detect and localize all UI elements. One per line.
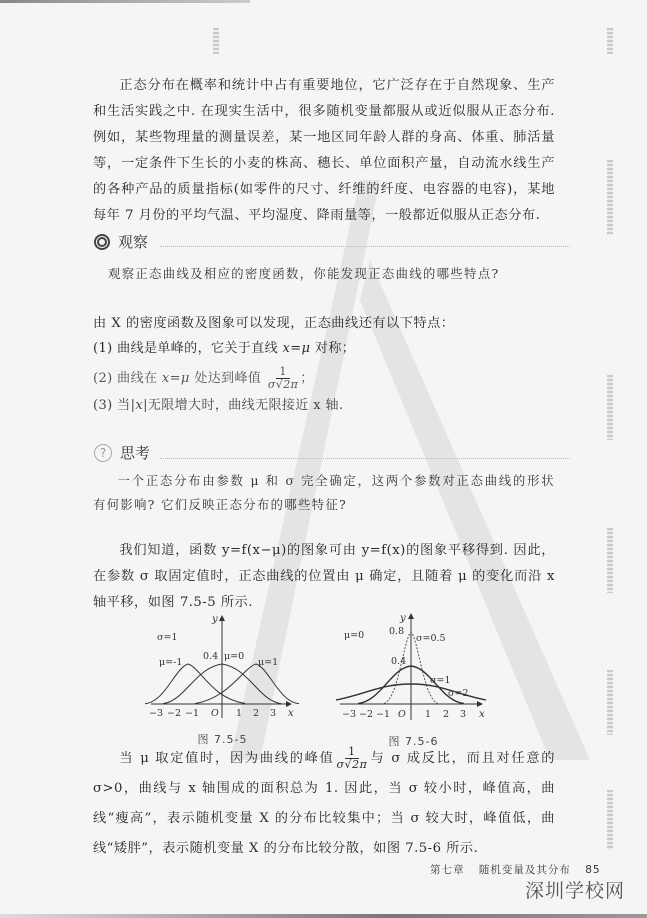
svg-text:y: y <box>212 614 218 625</box>
margin-mark <box>607 528 613 593</box>
peak-fraction: $\frac{1}{\sigma√2\pi}$ <box>336 745 368 771</box>
figure-caption: 图 7.5-6 <box>388 735 439 748</box>
scan-edge-top <box>0 0 250 3</box>
item-number: (2) <box>93 371 113 386</box>
margin-mark <box>607 790 613 850</box>
svg-text:x: x <box>479 709 485 720</box>
svg-text:−2: −2 <box>359 709 374 720</box>
chapter-number: 第七章 <box>430 864 465 876</box>
feature-item-2: (2) 曲线在 x=μ 处达到峰值 $\frac{1}{\sigma√2\pi}$ ； <box>93 365 314 391</box>
svg-text:x: x <box>288 708 294 719</box>
observe-title: 观察 <box>118 233 149 251</box>
peak-fraction: $\frac{1}{\sigma√2\pi}$ <box>267 365 299 391</box>
shift-paragraph: 我们知道，函数 y=f(x−μ)的图象可由 y=f(x)的图象平移得到. 因此，在参数 σ 取固定值时，正态曲线的位置由 μ 确定，且随着 μ 的变化而沿 x 轴平移，如图 7.5-5 所示. <box>93 543 555 610</box>
page-number: 85 <box>585 864 601 876</box>
scan-edge-bottom <box>0 914 647 918</box>
page-footer <box>430 862 601 877</box>
svg-text:O: O <box>398 709 406 720</box>
intro-paragraph: 正态分布在概率和统计中占有重要地位，它广泛存在于自然现象、生产和生活实践之中. 在现实生活中，很多随机变量都服从或近似服从正态分布. 例如，某些物理量的测量误差，某一地区同年龄人群的身高、体重、肺活量等，一定条件下生长的小麦的株高、穗长、单位面积产量，自动流水线生产的各种产品的质量指标(如零件的尺寸、纤维的纤度、电容器的电容)，某地每年 7 月份的平均气温、平均湿度、降雨量等，一般都近似服从正态分布. <box>93 78 555 223</box>
figure-7-5-5 <box>145 608 300 747</box>
section-divider <box>160 246 570 247</box>
item-text: 曲线是单峰的，它关于直线 <box>117 341 283 356</box>
svg-text:3: 3 <box>270 708 277 719</box>
svg-text:0.4: 0.4 <box>203 651 219 662</box>
observe-prompt: 观察正态曲线及相应的密度函数，你能发现正态曲线的哪些特点? <box>108 267 500 281</box>
item-text: 当| <box>117 398 136 413</box>
feature-item-3 <box>93 396 343 416</box>
svg-text:μ=0: μ=0 <box>344 630 365 641</box>
svg-text:μ=-1: μ=-1 <box>159 657 183 668</box>
think-section-heading <box>94 442 150 463</box>
site-watermark: 深圳学校网 <box>525 880 626 902</box>
svg-text:−1: −1 <box>185 708 200 719</box>
item-math: x=μ <box>161 371 190 386</box>
svg-text:μ=0: μ=0 <box>224 651 245 662</box>
svg-text:O: O <box>211 708 219 719</box>
svg-text:σ=0.5: σ=0.5 <box>416 633 446 644</box>
svg-text:2: 2 <box>253 708 260 719</box>
svg-text:3: 3 <box>460 709 467 720</box>
svg-text:σ=2: σ=2 <box>448 688 469 699</box>
item-text: 曲线在 <box>117 371 162 386</box>
svg-text:μ=1: μ=1 <box>258 657 279 668</box>
normal-curves-vary-sigma-chart <box>336 608 491 743</box>
svg-text:−1: −1 <box>376 709 391 720</box>
think-title: 思考 <box>120 444 151 462</box>
margin-mark <box>213 28 219 54</box>
margin-mark <box>607 670 613 735</box>
item-text: 对称； <box>310 341 356 356</box>
item-math: x=μ <box>282 341 311 356</box>
features-lead: 由 X 的密度函数及图象可以发现，正态曲线还有以下特点： <box>93 316 455 331</box>
item-number: (3) <box>93 398 113 413</box>
svg-text:−3: −3 <box>149 708 164 719</box>
normal-curves-vary-mu-chart <box>145 608 300 743</box>
section-divider <box>160 458 570 459</box>
svg-text:1: 1 <box>425 709 432 720</box>
think-prompt: 一个正态分布由参数 μ 和 σ 完全确定，这两个参数对正态曲线的形状有何影响? 它们反映正态分布的哪些特征? <box>93 474 555 512</box>
svg-text:y: y <box>400 613 406 624</box>
feature-item-1 <box>93 339 355 359</box>
observe-section-heading <box>94 231 148 252</box>
margin-mark <box>607 375 613 440</box>
item-text: 处达到峰值 <box>189 371 262 386</box>
svg-text:−3: −3 <box>342 709 357 720</box>
svg-text:0.4: 0.4 <box>391 656 407 667</box>
svg-text:0.8: 0.8 <box>389 626 405 637</box>
figure-7-5-6 <box>336 608 491 749</box>
item-text: |无限增大时，曲线无限接近 x 轴. <box>143 398 344 413</box>
svg-text:2: 2 <box>443 709 450 720</box>
chapter-title: 随机变量及其分布 <box>478 864 571 876</box>
svg-text:1: 1 <box>236 708 243 719</box>
svg-text:σ=1: σ=1 <box>430 675 451 686</box>
figure-caption: 图 7.5-5 <box>197 733 248 746</box>
item-math: x <box>135 398 144 413</box>
question-icon: ? <box>94 444 112 462</box>
svg-text:σ=1: σ=1 <box>157 632 178 643</box>
margin-mark <box>607 28 613 54</box>
observe-icon <box>94 234 110 250</box>
item-number: (1) <box>93 341 113 356</box>
conclusion-paragraph: 当 μ 取定值时，因为曲线的峰值 $\frac{1}{\sigma√2\pi}$ 与 σ 成反比，而且对任意的 σ>0，曲线与 x 轴围成的面积总为 1. 因此，当 σ 较小时，峰值高，曲线“瘦高”，表示随机变量 X 的分布比较集中；当 σ 较大时，峰值低，曲线“矮胖”，表示随机变量 X 的分布比较分散，如图 7.5-6 所示. <box>93 745 555 856</box>
svg-text:−2: −2 <box>167 708 182 719</box>
margin-mark <box>607 160 613 235</box>
